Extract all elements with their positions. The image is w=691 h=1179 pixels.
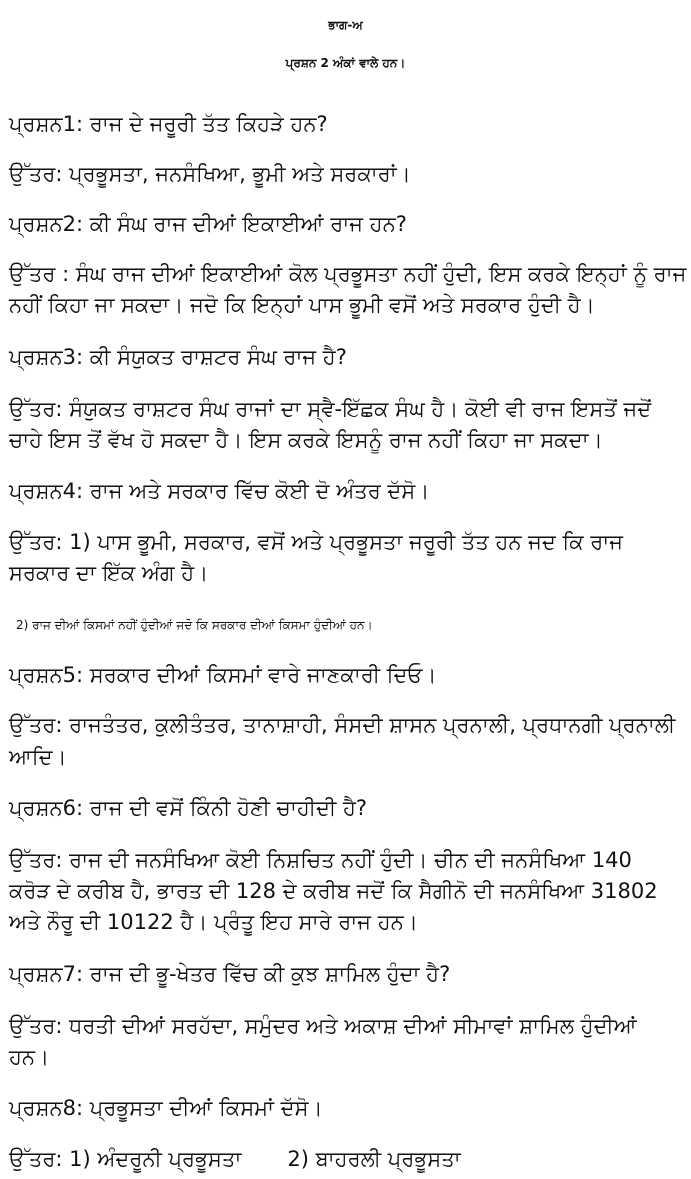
answer-4-line-1: ਉੱਤਰ: 1) ਪਾਸ ਭੂਮੀ, ਸਰਕਾਰ, ਵਸੋਂ ਅਤੇ ਪ੍ਰਭੂਸਤਾ ਜਰੂਰੀ ਤੱਤ ਹਨ ਜਦ ਕਿ ਰਾਜ xyxy=(9,530,623,554)
answer-7-line-1: ਉੱਤਰ: ਧਰਤੀ ਦੀਆਂ ਸਰਹੱਦਾ, ਸਮੁੰਦਰ ਅਤੇ ਅਕਾਸ਼ ਦੀਆਂ ਸੀਮਾਵਾਂ ਸ਼ਾਮਿਲ ਹੁੰਦੀਆਂ xyxy=(9,1014,637,1038)
answer-6-line-1: ਉੱਤਰ: ਰਾਜ ਦੀ ਜਨਸੰਖਿਆ ਕੋਈ ਨਿਸ਼ਚਿਤ ਨਹੀਂ ਹੁੰਦੀ। ਚੀਨ ਦੀ ਜਨਸੰਖਿਆ 140 xyxy=(9,848,632,872)
question-6: ਪ੍ਰਸ਼ਨ6: ਰਾਜ ਦੀ ਵਸੋਂ ਕਿੰਨੀ ਹੋਣੀ ਚਾਹੀਦੀ ਹੈ? xyxy=(9,796,367,820)
answer-8-part-1: ਉੱਤਰ: 1) ਅੰਦਰੂਨੀ ਪ੍ਰਭੂਸਤਾ xyxy=(9,1147,242,1171)
answer-6-line-3: ਅਤੇ ਨੌਰੂ ਦੀ 10122 ਹੈ। ਪ੍ਰੰਤੂ ਇਹ ਸਾਰੇ ਰਾਜ ਹਨ। xyxy=(9,910,418,934)
answer-5-line-2: ਆਦਿ। xyxy=(9,745,67,769)
answer-8 xyxy=(9,1143,685,1176)
answer-3-line-2: ਚਾਹੇ ਇਸ ਤੋਂ ਵੱਖ ਹੋ ਸਕਦਾ ਹੈ। ਇਸ ਕਰਕੇ ਇਸਨੂੰ ਰਾਜ ਨਹੀਂ ਕਿਹਾ ਜਾ ਸਕਦਾ। xyxy=(9,428,603,452)
question-4: ਪ੍ਰਸ਼ਨ4: ਰਾਜ ਅਤੇ ਸਰਕਾਰ ਵਿੱਚ ਕੋਈ ਦੋ ਅੰਤਰ ਦੱਸੋ। xyxy=(9,479,430,503)
answer-8-part-2: 2) ਬਾਹਰਲੀ ਪ੍ਰਭੂਸਤਾ xyxy=(287,1147,461,1171)
question-3: ਪ੍ਰਸ਼ਨ3: ਕੀ ਸੰਯੁਕਤ ਰਾਸ਼ਟਰ ਸੰਘ ਰਾਜ ਹੈ? xyxy=(9,345,347,369)
answer-6-line-2: ਕਰੋੜ ਦੇ ਕਰੀਬ ਹੈ, ਭਾਰਤ ਦੀ 128 ਦੇ ਕਰੀਬ ਜਦੋਂ ਕਿ ਸੈਗੀਨੋ ਦੀ ਜਨਸੰਖਿਆ 31802 xyxy=(9,879,658,903)
question-8: ਪ੍ਰਸ਼ਨ8: ਪ੍ਰਭੂਸਤਾ ਦੀਆਂ ਕਿਸਮਾਂ ਦੱਸੋ। xyxy=(9,1096,323,1120)
answer-3-line-1: ਉੱਤਰ: ਸੰਯੁਕਤ ਰਾਸ਼ਟਰ ਸੰਘ ਰਾਜਾਂ ਦਾ ਸ੍ਵੈ-ਇੱਛਕ ਸੰਘ ਹੈ। ਕੋਈ ਵੀ ਰਾਜ ਇਸਤੋਂ ਜਦੋਂ xyxy=(9,397,652,421)
question-2: ਪ੍ਰਸ਼ਨ2: ਕੀ ਸੰਘ ਰਾਜ ਦੀਆਂ ਇਕਾਈਆਂ ਰਾਜ ਹਨ? xyxy=(9,212,407,236)
section-subtitle: ਪ੍ਰਸ਼ਨ 2 ਅੰਕਾਂ ਵਾਲੇ ਹਨ। xyxy=(285,56,406,70)
question-7: ਪ੍ਰਸ਼ਨ7: ਰਾਜ ਦੀ ਭੂ-ਖੇਤਰ ਵਿੱਚ ਕੀ ਕੁਝ ਸ਼ਾਮਿਲ ਹੁੰਦਾ ਹੈ? xyxy=(9,962,451,986)
question-5: ਪ੍ਰਸ਼ਨ5: ਸਰਕਾਰ ਦੀਆਂ ਕਿਸਮਾਂ ਵਾਰੇ ਜਾਣਕਾਰੀ ਦਿਓ। xyxy=(9,663,437,687)
answer-4-line-2: ਸਰਕਾਰ ਦਾ ਇੱਕ ਅੰਗ ਹੈ। xyxy=(9,561,209,585)
question-1: ਪ੍ਰਸ਼ਨ1: ਰਾਜ ਦੇ ਜਰੂਰੀ ਤੱਤ ਕਿਹੜੇ ਹਨ? xyxy=(9,112,328,136)
answer-5-line-1: ਉੱਤਰ: ਰਾਜਤੰਤਰ, ਕੁਲੀਤੰਤਰ, ਤਾਨਾਸ਼ਾਹੀ, ਸੰਸਦੀ ਸ਼ਾਸਨ ਪ੍ਰਨਾਲੀ, ਪ੍ਰਧਾਨਗੀ ਪ੍ਰਨਾਲੀ xyxy=(9,713,676,737)
answer-1: ਉੱਤਰ: ਪ੍ਰਭੂਸਤਾ, ਜਨਸੰਖਿਆ, ਭੂਮੀ ਅਤੇ ਸਰਕਾਰਾਂ। xyxy=(9,162,411,186)
answer-2-line-2: ਨਹੀਂ ਕਿਹਾ ਜਾ ਸਕਦਾ। ਜਦੋ ਕਿ ਇਨ੍ਹਾਂ ਪਾਸ ਭੂਮੀ ਵਸੋਂ ਅਤੇ ਸਰਕਾਰ ਹੁੰਦੀ ਹੈ। xyxy=(9,293,595,317)
answer-4-line-3: 2) ਰਾਜ ਦੀਆਂ ਕਿਸਮਾਂ ਨਹੀਂ ਹੁੰਦੀਆਂ ਜਦੋ ਕਿ ਸਰਕਾਰ ਦੀਆਂ ਕਿਸਮਾ ਹੁੰਦੀਆਂ ਹਨ। xyxy=(16,618,373,632)
section-title: ਭਾਗ-ਅ xyxy=(328,18,363,32)
answer-2-line-1: ਉੱਤਰ : ਸੰਘ ਰਾਜ ਦੀਆਂ ਇਕਾਈਆਂ ਕੋਲ ਪ੍ਰਭੂਸਤਾ ਨਹੀਂ ਹੁੰਦੀ, ਇਸ ਕਰਕੇ ਇਨ੍ਹਾਂ ਨੂੰ ਰਾਜ xyxy=(9,262,687,286)
answer-7-line-2: ਹਨ। xyxy=(9,1045,50,1069)
